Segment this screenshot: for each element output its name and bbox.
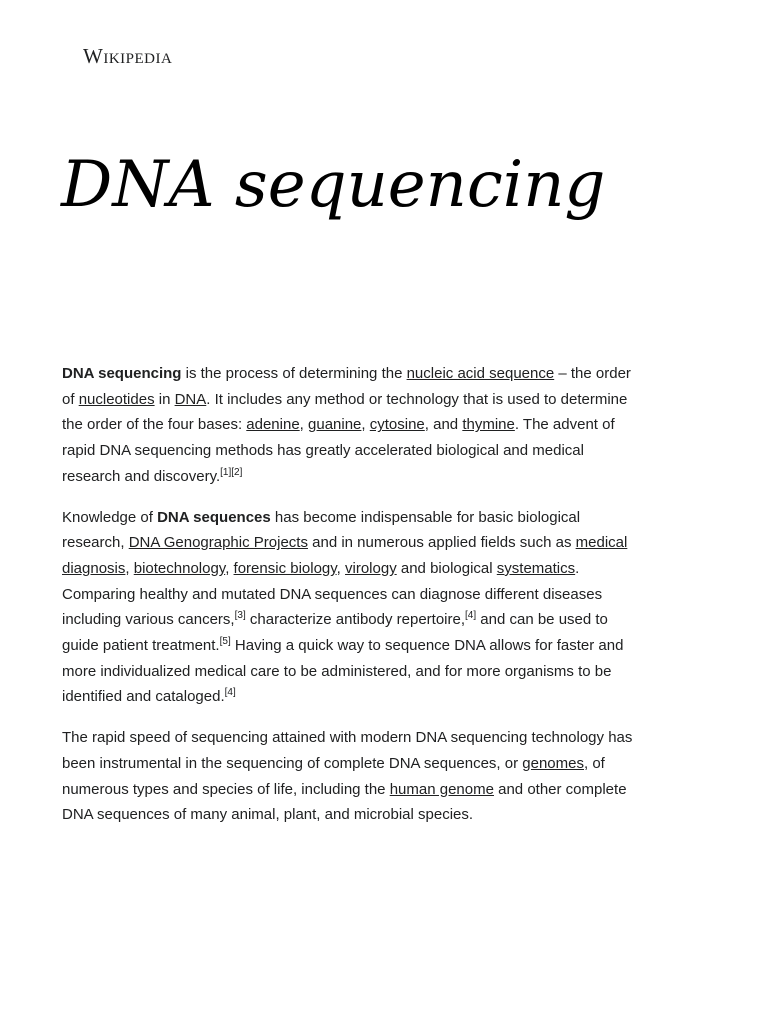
citation-link[interactable] bbox=[225, 687, 236, 698]
citation-link[interactable] bbox=[220, 636, 231, 647]
text: . Comparing healthy and mutated DNA sequences can diagnose different diseases including various cancers, bbox=[62, 559, 603, 629]
link-medical-diagnosis[interactable]: medical diagnosis bbox=[62, 534, 628, 577]
text: , bbox=[225, 559, 234, 577]
link-genomes[interactable]: genomes bbox=[522, 754, 584, 772]
bold-term: DNA sequences bbox=[157, 508, 271, 526]
link-biotechnology[interactable]: biotechnology bbox=[133, 559, 226, 577]
citation-number: 4 bbox=[227, 687, 233, 699]
text: Knowledge of bbox=[62, 508, 158, 526]
text: , of numerous types and species of life, including the bbox=[62, 754, 605, 798]
text: . It includes any method or technology that is used to determine the order of the four bases: bbox=[62, 390, 628, 434]
text: and other complete DNA sequences of many animal, plant, and microbial species. bbox=[62, 780, 627, 824]
bracket: [ bbox=[219, 636, 223, 648]
text: Having a quick way to sequence DNA allows for faster and more individualized medical care to be administered, and for more organisms to be identified and cataloged. bbox=[62, 637, 624, 706]
wikipedia-logo[interactable]: Wikipedia bbox=[83, 44, 173, 68]
citation-number: 4 bbox=[467, 610, 474, 622]
article-body bbox=[62, 361, 642, 843]
page-title: DNA sequencing bbox=[61, 148, 606, 222]
link-virology[interactable]: virology bbox=[345, 559, 397, 577]
citation-2[interactable] bbox=[231, 467, 242, 478]
link-cytosine[interactable]: cytosine bbox=[369, 416, 425, 434]
citation-link[interactable] bbox=[235, 610, 246, 621]
citation-5[interactable] bbox=[220, 636, 231, 647]
citation-number: 3 bbox=[237, 610, 243, 622]
text: . The advent of rapid DNA sequencing methods has greatly accelerated biological and medical research and discovery. bbox=[62, 416, 615, 485]
text: The rapid speed of sequencing attained with modern DNA sequencing technology has been instrumental in the sequencing of complete DNA sequences, or bbox=[62, 729, 633, 772]
bracket: ] bbox=[473, 610, 477, 622]
text: , bbox=[125, 559, 134, 577]
citation-number: 1 bbox=[222, 466, 229, 478]
link-human-genome[interactable]: human genome bbox=[389, 780, 494, 798]
bracket: [ bbox=[465, 610, 468, 622]
citation-link[interactable] bbox=[465, 610, 476, 621]
bracket: ] bbox=[239, 466, 243, 478]
text: and biological bbox=[396, 559, 497, 577]
bracket: [ bbox=[224, 687, 228, 699]
link-guanine[interactable]: guanine bbox=[308, 416, 362, 434]
link-thymine[interactable]: thymine bbox=[462, 416, 515, 434]
citation-1[interactable] bbox=[220, 467, 231, 478]
link-dna-genographic-projects[interactable]: DNA Genographic Projects bbox=[128, 534, 308, 552]
link-dna[interactable]: DNA bbox=[174, 390, 207, 408]
text: has become indispensable for basic biological research, bbox=[62, 508, 581, 552]
citation-4-repeat[interactable] bbox=[225, 687, 236, 698]
bracket: [ bbox=[220, 466, 223, 478]
text: and in numerous applied fields such as bbox=[307, 534, 576, 552]
bracket: ] bbox=[242, 610, 246, 622]
citation-link[interactable] bbox=[220, 467, 231, 478]
text: – the order of bbox=[62, 365, 631, 408]
citation-3[interactable] bbox=[235, 610, 246, 621]
link-nucleic-acid-sequence[interactable]: nucleic acid sequence bbox=[406, 365, 555, 382]
paragraph-3 bbox=[62, 725, 642, 828]
citation-number: 2 bbox=[234, 466, 240, 478]
text: is the process of determining the bbox=[181, 365, 407, 382]
bold-term: DNA sequencing bbox=[62, 365, 182, 382]
bracket: [ bbox=[231, 466, 235, 478]
citation-number: 5 bbox=[222, 636, 228, 648]
bracket: ] bbox=[227, 636, 231, 648]
text: in bbox=[154, 390, 175, 408]
text: characterize antibody repertoire, bbox=[245, 611, 465, 629]
link-adenine[interactable]: adenine bbox=[246, 416, 300, 434]
text: , and bbox=[424, 416, 463, 434]
text: , bbox=[361, 416, 370, 434]
bracket: ] bbox=[228, 466, 232, 478]
text: , bbox=[299, 416, 309, 434]
link-forensic-biology[interactable]: forensic biology bbox=[233, 559, 337, 577]
paragraph-1 bbox=[62, 361, 642, 490]
citation-4[interactable] bbox=[465, 610, 476, 621]
citation-link[interactable] bbox=[231, 467, 242, 478]
bracket: ] bbox=[232, 687, 236, 699]
text: and can be used to guide patient treatment. bbox=[62, 611, 608, 655]
link-systematics[interactable]: systematics bbox=[496, 559, 576, 577]
paragraph-2 bbox=[62, 505, 642, 711]
link-nucleotides[interactable]: nucleotides bbox=[78, 390, 155, 408]
bracket: [ bbox=[234, 610, 238, 622]
text: , bbox=[336, 559, 346, 577]
